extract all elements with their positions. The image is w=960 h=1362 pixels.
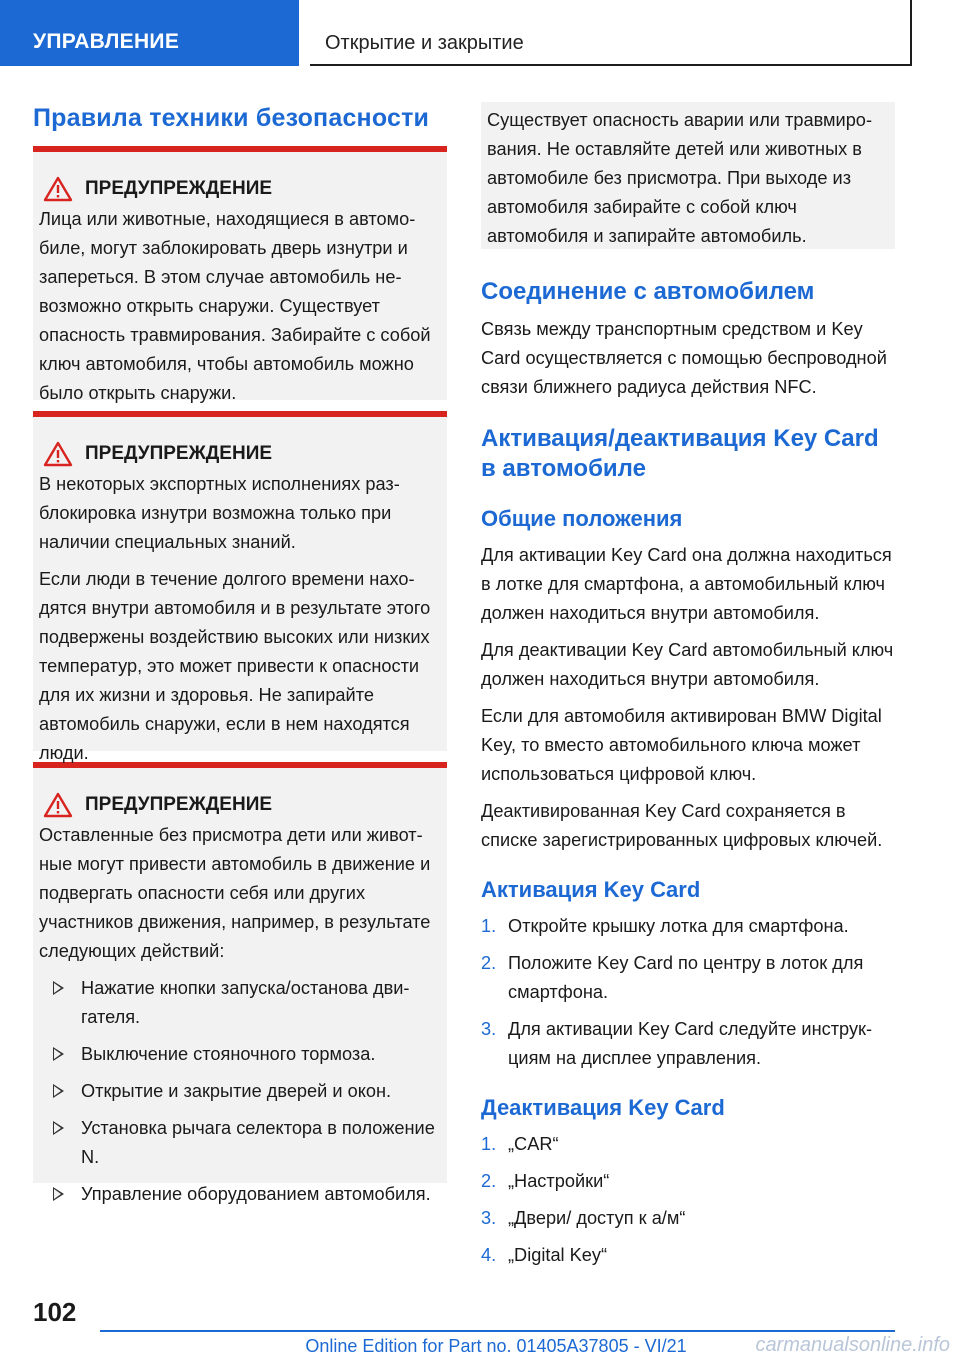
warning-triangle-icon — [43, 792, 73, 818]
watermark: carmanualsonline.info — [755, 1334, 950, 1356]
activate-steps — [481, 912, 895, 1073]
warning-text: Существует опасность аварии или травмирования. Не оставляйте детей или животных в автомобиле без присмотра. При выходе из автомобиля забирайте с собой ключ автомобиля и запирайте автомобиль. — [487, 110, 872, 246]
warning-title — [39, 790, 439, 819]
list-item: 1. „CAR“ — [481, 1130, 895, 1159]
right-column — [481, 102, 895, 1278]
warning-triangle-icon — [43, 441, 73, 467]
warning-title — [39, 174, 439, 203]
list-item: Управление оборудованием автомобиля. — [39, 1180, 439, 1209]
edition-text: Online Edition for Part no. 01405A37805 - VI/21 — [305, 1336, 687, 1356]
deactivate-steps — [481, 1130, 895, 1270]
paragraph: Для деактивации Key Card автомобильный ключ должен находиться внутри автомобиля. — [481, 640, 894, 689]
triangle-bullet-icon — [53, 1047, 64, 1061]
step-number: 2. — [481, 953, 497, 973]
warning-text: Оставленные без присмотра дети или животные могут привести автомобиль в движение и подвергать опасности себя или других участников движения, например, в результате следующих действий: — [39, 825, 431, 961]
section-title: УПРАВЛЕНИЕ — [0, 0, 299, 66]
step-number: 3. — [481, 1208, 497, 1228]
warning-box-1 — [33, 146, 447, 403]
step-number: 4. — [481, 1245, 497, 1265]
step-number: 1. — [481, 916, 497, 936]
page-header — [0, 0, 960, 66]
step-number: 2. — [481, 1171, 497, 1191]
list-item: 3. „Двери/ доступ к а/м“ — [481, 1204, 895, 1233]
warning-title — [39, 439, 439, 468]
chapter-title: Открытие и закрытие — [310, 0, 912, 66]
warning-text: Если люди в течение долгого времени находятся внутри автомобиля и в результате этого подвержены воздействию высоких или низких температур, это может привести к опасности для их жизни и здоровья. Не запирайте автомобиль снаружи, если в нем находятся люди. — [39, 569, 431, 763]
page-number: 102 — [33, 1297, 77, 1327]
subheading-general: Общие положения — [481, 506, 683, 531]
list-item: 2. Положите Key Card по центру в лоток для смартфона. — [481, 949, 895, 1007]
warning-label: ПРЕДУПРЕЖДЕНИЕ — [85, 794, 273, 815]
list-item: Выключение стояночного тормоза. — [39, 1040, 439, 1069]
warning-label: ПРЕДУПРЕЖДЕНИЕ — [85, 443, 273, 464]
warning-box-3 — [33, 762, 447, 1204]
paragraph: Если для автомобиля активирован BMW Digital Key, то вместо автомобильного ключа может использоваться цифровой ключ. — [481, 706, 882, 784]
list-item: 3. Для активации Key Card следуйте инструкциям на дисплее управления. — [481, 1015, 895, 1073]
section-heading-activation: Активация/деактивация Key Card в автомобиле — [481, 425, 879, 482]
left-column — [33, 98, 447, 1204]
step-number: 3. — [481, 1019, 497, 1039]
list-item: Открытие и закрытие дверей и окон. — [39, 1077, 439, 1106]
list-item: 4. „Digital Key“ — [481, 1241, 895, 1270]
triangle-bullet-icon — [53, 1121, 64, 1135]
warning-box-2 — [33, 411, 447, 763]
triangle-bullet-icon — [53, 1084, 64, 1098]
list-item: Нажатие кнопки запуска/останова двигателя. — [39, 974, 439, 1032]
page-heading: Правила техники безопасности — [33, 104, 430, 132]
warning-text: Лица или животные, находящиеся в автомобиле, могут заблокировать дверь изнутри и запереться. В этом случае автомобиль невозможно открыть снаружи. Существует опасность травмирования. Забирайте с собой ключ автомобиля, чтобы автомобиль можно было открыть снаружи. — [39, 209, 431, 403]
warning-text: В некоторых экспортных исполнениях разблокировка изнутри возможна только при наличии специальных знаний. — [39, 474, 400, 552]
warning-label: ПРЕДУПРЕЖДЕНИЕ — [85, 178, 273, 199]
section-heading-connection: Соединение с автомобилем — [481, 278, 815, 305]
paragraph: Связь между транспортным средством и Key Card осуществляется с помощью беспроводной связи ближнего радиуса действия NFC. — [481, 319, 887, 397]
warning-continued-box — [481, 102, 895, 249]
step-number: 1. — [481, 1134, 497, 1154]
subheading-deactivate: Деактивация Key Card — [481, 1095, 725, 1120]
list-item: Установка рычага селектора в положение N. — [39, 1114, 439, 1172]
subheading-activate: Активация Key Card — [481, 877, 701, 902]
list-item: 1. Откройте крышку лотка для смартфона. — [481, 912, 895, 941]
warning-triangle-icon — [43, 176, 73, 202]
triangle-bullet-icon — [53, 981, 64, 995]
warning-bullet-list — [39, 974, 439, 1209]
paragraph: Деактивированная Key Card сохраняется в списке зарегистрированных цифровых ключей. — [481, 801, 883, 850]
paragraph: Для активации Key Card она должна находиться в лотке для смартфона, а автомобильный ключ должен находиться внутри автомобиля. — [481, 545, 892, 623]
list-item: 2. „Настройки“ — [481, 1167, 895, 1196]
triangle-bullet-icon — [53, 1187, 64, 1201]
